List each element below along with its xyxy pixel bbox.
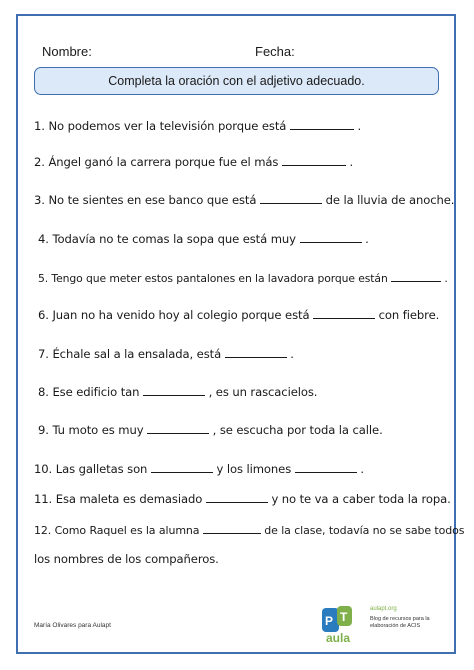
answer-blank[interactable] <box>300 231 362 243</box>
answer-blank[interactable] <box>282 154 346 166</box>
sentence-10: 10. Las galletas son y los limones . <box>34 462 364 476</box>
sentence-6: 6. Juan no ha venido hoy al colegio porque está con fiebre. <box>38 308 440 322</box>
sentence-7: 7. Échale sal a la ensalada, está . <box>38 347 294 361</box>
instruction-text: Completa la oración con el adjetivo adecuado. <box>108 74 365 88</box>
name-label: Nombre: <box>42 44 92 59</box>
sentence-3: 3. No te sientes en ese banco que está de la lluvia de anoche. <box>34 193 455 207</box>
logo-text-pt: P <box>325 614 334 628</box>
sentence-12: 12. Como Raquel es la alumna de la clase, todavía no se sabe todos <box>34 524 465 537</box>
answer-blank[interactable] <box>391 270 441 282</box>
footer-subtitle: Blog de recursos para la elaboración de ACIS <box>370 616 430 629</box>
answer-blank[interactable] <box>313 307 375 319</box>
aulapt-logo <box>320 604 370 646</box>
footer-url: aulapt.org <box>370 606 397 612</box>
date-label: Fecha: <box>255 44 295 59</box>
author-credit: María Olivares para Aulapt <box>34 622 111 629</box>
answer-blank[interactable] <box>206 491 268 503</box>
answer-blank[interactable] <box>225 346 287 358</box>
sentence-11: 11. Esa maleta es demasiado y no te va a caber toda la ropa. <box>34 492 451 506</box>
sentence-2: 2. Ángel ganó la carrera porque fue el más . <box>34 155 354 169</box>
sentence-12-continued: los nombres de los compañeros. <box>34 552 219 566</box>
sentence-8: 8. Ese edificio tan , es un rascacielos. <box>38 385 318 399</box>
answer-blank[interactable] <box>290 118 354 130</box>
answer-blank[interactable] <box>151 461 213 473</box>
answer-blank[interactable] <box>203 522 261 534</box>
answer-blank[interactable] <box>143 384 205 396</box>
logo-text-t: T <box>340 610 348 624</box>
logo-text-aula: aula <box>326 631 351 645</box>
sentence-1: 1. No podemos ver la televisión porque está . <box>34 119 362 133</box>
sentence-4: 4. Todavía no te comas la sopa que está muy . <box>38 232 369 246</box>
instruction-box <box>34 67 439 95</box>
sentence-5: 5. Tengo que meter estos pantalones en la lavadora porque están . <box>38 272 448 285</box>
answer-blank[interactable] <box>147 422 209 434</box>
answer-blank[interactable] <box>295 461 357 473</box>
sentence-9: 9. Tu moto es muy , se escucha por toda la calle. <box>38 423 383 437</box>
answer-blank[interactable] <box>260 192 322 204</box>
